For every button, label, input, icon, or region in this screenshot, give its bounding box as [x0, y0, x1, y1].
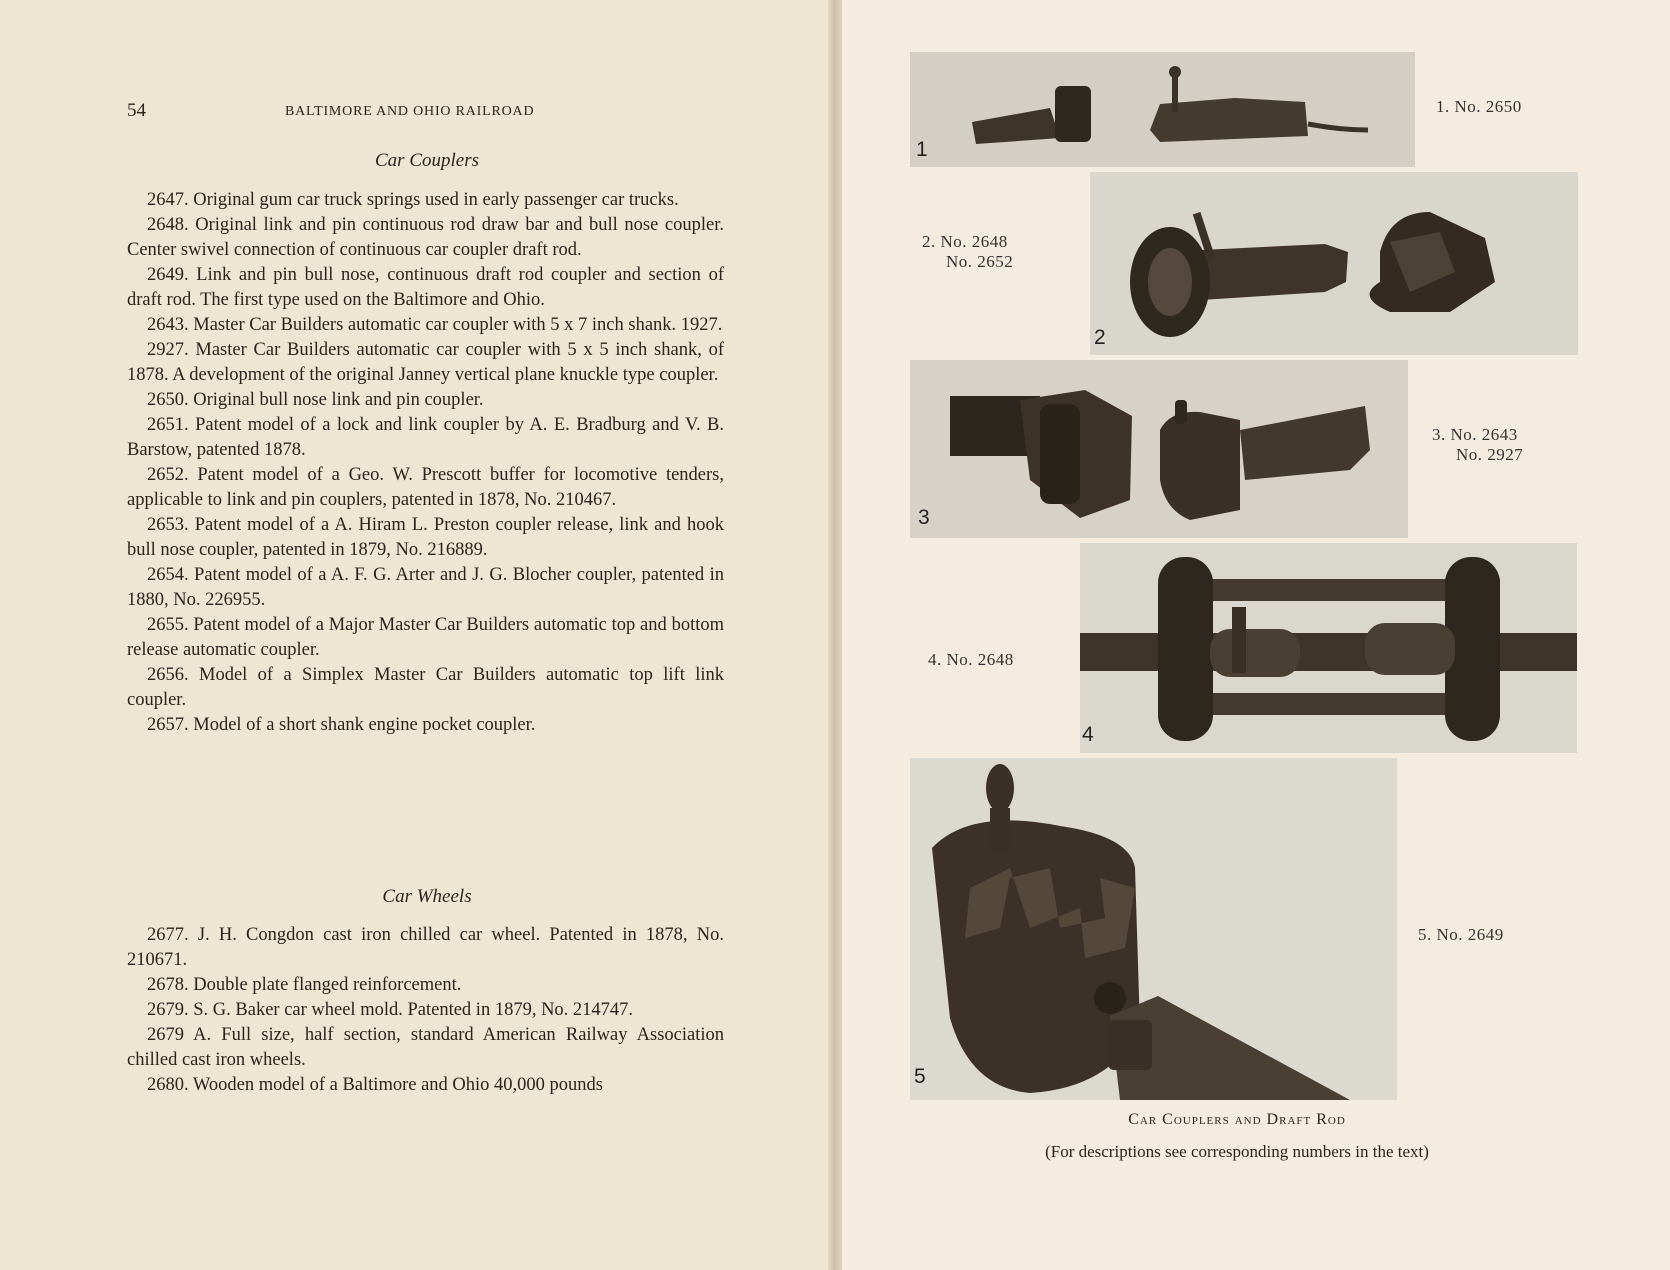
entry-2657: 2657. Model of a short shank engine pocket coupler. — [147, 715, 536, 735]
plate-subcaption: (For descriptions see corresponding numbers in the text) — [1045, 1142, 1429, 1161]
figure-number-3: 3 — [918, 506, 930, 529]
photo-plate-2 — [1090, 172, 1578, 355]
figure-number-4: 4 — [1082, 723, 1094, 746]
entry-2655: 2655. Patent model of a Major Master Car Builders automatic top and bottom release automatic coupler. — [127, 615, 724, 660]
figure-number-2: 2 — [1094, 326, 1106, 349]
entry-2652: 2652. Patent model of a Geo. W. Prescott buffer for locomotive tenders, applicable to link and pin couplers, patented in 1878, No. 210467. — [127, 465, 724, 510]
figure-label-2-line-2: No. 2652 — [946, 252, 1014, 271]
entry-2927: 2927. Master Car Builders automatic car coupler with 5 x 5 inch shank, of 1878. A development of the original Janney vertical plane knuckle type coupler. — [127, 340, 724, 385]
running-head — [127, 100, 727, 126]
entry-2651: 2651. Patent model of a lock and link coupler by A. E. Bradburg and V. B. Barstow, patented 1878. — [127, 415, 724, 460]
photo-plate-1 — [910, 52, 1415, 167]
figure-label-5 — [1418, 925, 1504, 945]
page-number: 54 — [127, 100, 146, 121]
section-title-car-couplers: Car Couplers — [375, 150, 479, 171]
figure-label-3 — [1432, 425, 1523, 465]
entry-2648: 2648. Original link and pin continuous rod draw bar and bull nose coupler. Center swivel connection of continuous car coupler draft rod. — [127, 215, 724, 260]
section-title-car-wheels: Car Wheels — [382, 886, 472, 907]
figure-label-3-line-1: 3. No. 2643 — [1432, 425, 1518, 444]
coupler-2650-image — [910, 52, 1415, 167]
entry-2678: 2678. Double plate flanged reinforcement. — [147, 975, 462, 995]
car-couplers-entries — [127, 188, 724, 738]
photo-plate-5 — [910, 758, 1397, 1100]
entry-2677: 2677. J. H. Congdon cast iron chilled car wheel. Patented in 1878, No. 210671. — [127, 925, 724, 970]
figure-label-4 — [928, 650, 1014, 670]
entry-2654: 2654. Patent model of a A. F. G. Arter and J. G. Blocher coupler, patented in 1880, No. 226955. — [127, 565, 724, 610]
book-gutter — [828, 0, 842, 1270]
coupler-2648-2652-image — [1090, 172, 1578, 355]
figure-number-5: 5 — [914, 1065, 926, 1088]
entry-2653: 2653. Patent model of a A. Hiram L. Preston coupler release, link and hook bull nose coupler, patented in 1879, No. 216889. — [127, 515, 724, 560]
photo-plate-3 — [910, 360, 1408, 538]
entry-2656: 2656. Model of a Simplex Master Car Builders automatic top lift link coupler. — [127, 665, 724, 710]
figure-label-2 — [922, 232, 1013, 272]
entry-2643: 2643. Master Car Builders automatic car coupler with 5 x 7 inch shank. 1927. — [147, 315, 723, 335]
figure-label-1 — [1436, 97, 1522, 117]
entry-2647: 2647. Original gum car truck springs used in early passenger car trucks. — [147, 190, 679, 210]
entry-2679a: 2679 A. Full size, half section, standard American Railway Association chilled cast iron wheels. — [127, 1025, 724, 1070]
entry-2679: 2679. S. G. Baker car wheel mold. Patented in 1879, No. 214747. — [147, 1000, 634, 1020]
running-header-title: BALTIMORE AND OHIO RAILROAD — [285, 104, 535, 119]
entry-2649: 2649. Link and pin bull nose, continuous draft rod coupler and section of draft rod. The first type used on the Baltimore and Ohio. — [127, 265, 724, 310]
figure-number-1: 1 — [916, 138, 928, 161]
coupler-2643-2927-image — [910, 360, 1408, 538]
car-wheels-entries — [127, 923, 724, 1098]
photo-plate-4 — [1080, 543, 1577, 753]
draft-rod-2648-image — [1080, 543, 1577, 753]
figure-label-5-line-1: 5. No. 2649 — [1418, 925, 1504, 944]
figure-label-1-line-1: 1. No. 2650 — [1436, 97, 1522, 116]
entry-2680: 2680. Wooden model of a Baltimore and Ohio 40,000 pounds — [147, 1075, 603, 1095]
left-page — [0, 0, 832, 1270]
figure-label-3-line-2: No. 2927 — [1456, 445, 1524, 464]
figure-label-2-line-1: 2. No. 2648 — [922, 232, 1008, 251]
figure-label-4-line-1: 4. No. 2648 — [928, 650, 1014, 669]
entry-2650: 2650. Original bull nose link and pin coupler. — [147, 390, 484, 410]
plate-caption: Car Couplers and Draft Rod — [1128, 1111, 1346, 1128]
bull-nose-coupler-2649-image — [910, 758, 1397, 1100]
